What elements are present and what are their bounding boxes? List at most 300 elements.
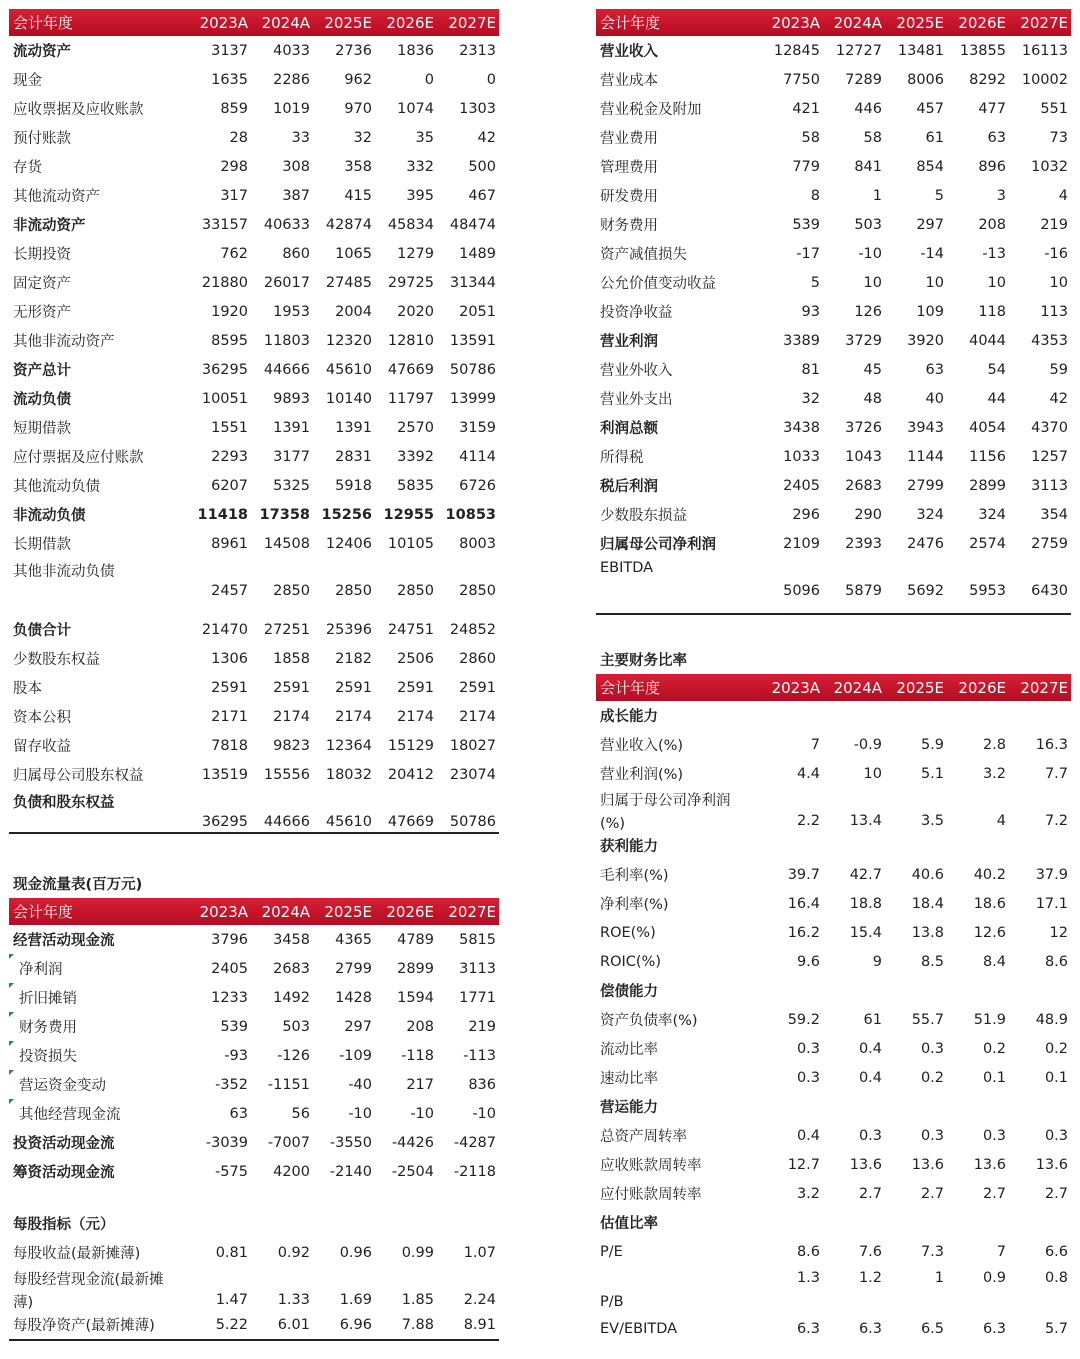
table-row	[9, 983, 499, 1012]
cell-value: 17.1	[1035, 895, 1068, 912]
cell-value: 12.7	[787, 1156, 820, 1173]
cell-value: 457	[916, 100, 944, 117]
cell-value: 1.47	[215, 1292, 248, 1308]
cell-value: 10105	[387, 535, 434, 552]
year-header: 2027E	[1020, 678, 1068, 697]
cell-value: 73	[1049, 129, 1068, 146]
cell-value: 48.9	[1035, 1011, 1068, 1028]
ratios-table	[596, 648, 1071, 1343]
cell-value: 1920	[211, 303, 248, 320]
cell-value: 2405	[783, 477, 820, 494]
cell-value: 8.5	[920, 953, 944, 970]
year-header: 2023A	[771, 678, 820, 697]
cell-value: 779	[792, 158, 820, 175]
table-row	[596, 1314, 1071, 1343]
row-label: 研发费用	[600, 189, 658, 205]
cell-value: 45610	[325, 814, 372, 830]
row-label: 营业外支出	[600, 392, 673, 408]
row-label: 获利能力	[600, 839, 658, 855]
cell-value: 23074	[449, 766, 496, 783]
cell-value: 2.7	[1044, 1185, 1068, 1202]
row-label: 毛利率(%)	[600, 868, 669, 884]
row-label: 负债和股东权益	[13, 795, 115, 811]
cell-value: 16.2	[787, 924, 820, 941]
cell-value: 2405	[211, 960, 248, 977]
table-row	[596, 1150, 1071, 1179]
cell-value: 8961	[211, 535, 248, 552]
cell-value: -40	[348, 1076, 372, 1093]
row-label: 管理费用	[600, 160, 658, 176]
cell-value: 6.6	[1044, 1243, 1068, 1260]
cell-value: 217	[406, 1076, 434, 1093]
cell-value: 6207	[211, 477, 248, 494]
cell-value: 17358	[259, 506, 310, 523]
cell-value: 5692	[907, 583, 944, 599]
cell-value: 1043	[845, 448, 882, 465]
cell-value: 36295	[201, 814, 248, 830]
header-label: 会计年度	[600, 679, 661, 697]
cell-value: 2.8	[982, 736, 1006, 753]
cell-value: 1.69	[339, 1292, 372, 1308]
cell-value: 55.7	[911, 1011, 944, 1028]
year-header: 2024A	[261, 902, 310, 921]
cell-value: 2109	[783, 535, 820, 552]
cell-value: 2736	[335, 42, 372, 59]
cell-value: 2850	[459, 583, 496, 599]
per-share-table	[9, 1212, 499, 1341]
cell-value: 118	[978, 303, 1006, 320]
cell-value: 21880	[201, 274, 248, 291]
row-label: ROIC(%)	[600, 953, 661, 970]
cell-value: 290	[854, 506, 882, 523]
row-label: 每股收益(最新摊薄)	[13, 1246, 141, 1262]
cell-value: -10	[410, 1105, 434, 1122]
cell-value: 13999	[449, 390, 496, 407]
row-label: 投资损失	[19, 1049, 77, 1065]
cell-value: 503	[854, 216, 882, 233]
cell-value: -10	[472, 1105, 496, 1122]
table-header	[9, 9, 499, 36]
cell-value: 2799	[335, 960, 372, 977]
cell-value: 20412	[387, 766, 434, 783]
cell-value: 5.9	[920, 736, 944, 753]
cell-value: 2591	[397, 679, 434, 696]
cell-value: 0.3	[982, 1127, 1006, 1144]
cell-value: 219	[1040, 216, 1068, 233]
year-header: 2024A	[833, 13, 882, 32]
table-row	[596, 355, 1071, 384]
cell-value: 0.4	[858, 1040, 882, 1057]
cell-value: 3137	[211, 42, 248, 59]
cell-value: 4370	[1031, 419, 1068, 436]
cell-value: 762	[220, 245, 248, 262]
table-row	[9, 413, 499, 442]
cell-value: 11797	[387, 390, 434, 407]
row-label: 留存收益	[13, 739, 71, 755]
cell-value: 113	[1040, 303, 1068, 320]
table-row	[9, 644, 499, 673]
year-header: 2027E	[1020, 13, 1068, 32]
year-header: 2026E	[958, 678, 1006, 697]
cell-value: 9	[872, 953, 882, 970]
cell-value: 3.5	[920, 813, 944, 829]
section-row	[9, 925, 499, 954]
table-row	[9, 1099, 499, 1128]
cell-value: 63	[925, 361, 944, 378]
cell-value: 59.2	[787, 1011, 820, 1028]
row-label: 其他非流动负债	[13, 564, 115, 580]
cell-value: 4	[1058, 187, 1068, 204]
cell-value: 12364	[325, 737, 372, 754]
cell-value: 25396	[325, 621, 372, 638]
section-row	[9, 500, 499, 529]
cell-value: 4033	[273, 42, 310, 59]
cell-value: 1428	[335, 989, 372, 1006]
row-label: 短期借款	[13, 421, 71, 437]
cell-value: 0.2	[982, 1040, 1006, 1057]
cell-value: 13591	[449, 332, 496, 349]
cell-value: 9893	[273, 390, 310, 407]
cell-value: 7.2	[1044, 813, 1068, 829]
cell-value: 10	[863, 274, 882, 291]
table-row	[596, 210, 1071, 239]
cell-value: 2174	[273, 708, 310, 725]
cell-value: 10853	[445, 506, 496, 523]
row-label: 营业收入	[600, 44, 658, 60]
section-row	[596, 413, 1071, 442]
section-row	[596, 36, 1071, 65]
section-title: 主要财务比率	[600, 653, 687, 669]
cell-value: 1492	[273, 989, 310, 1006]
table-row	[9, 1267, 499, 1310]
cell-value: 3113	[1031, 477, 1068, 494]
cell-value: 54	[987, 361, 1006, 378]
cell-value: 40633	[263, 216, 310, 233]
cell-value: 1	[872, 187, 882, 204]
cell-value: 1033	[783, 448, 820, 465]
table-row	[596, 94, 1071, 123]
cell-value: 47669	[387, 814, 434, 830]
row-label: 少数股东权益	[13, 652, 100, 668]
row-label: 公允价值变动收益	[600, 276, 716, 292]
row-label: 长期投资	[13, 247, 71, 263]
cell-value: 3920	[907, 332, 944, 349]
cell-value: 2850	[335, 583, 372, 599]
cell-value: -109	[339, 1047, 372, 1064]
cell-value: 0.99	[401, 1244, 434, 1261]
cell-value: 6430	[1031, 583, 1068, 599]
cell-value: 297	[916, 216, 944, 233]
table-row	[9, 123, 499, 152]
row-label: 净利润	[19, 962, 63, 978]
cell-value: 2313	[459, 42, 496, 59]
cell-value: 27251	[263, 621, 310, 638]
cell-value: 13.6	[1035, 1156, 1068, 1173]
header-label: 会计年度	[600, 14, 661, 32]
table-row	[9, 326, 499, 355]
cell-value: 47669	[387, 361, 434, 378]
cell-value: 0.3	[1044, 1127, 1068, 1144]
cell-value: 32	[801, 390, 820, 407]
cell-value: 1.2	[858, 1270, 882, 1286]
table-row	[596, 730, 1071, 759]
cell-value: 44666	[263, 361, 310, 378]
cell-value: 0.81	[215, 1244, 248, 1261]
row-label: 成长能力	[600, 709, 658, 725]
cell-value: 10	[925, 274, 944, 291]
cell-value: 9.6	[796, 953, 820, 970]
year-header: 2025E	[896, 13, 944, 32]
cell-value: 7818	[211, 737, 248, 754]
cell-value: 8003	[459, 535, 496, 552]
section-row	[9, 1128, 499, 1157]
table-row	[9, 65, 499, 94]
cell-value: 126	[854, 303, 882, 320]
table-header	[596, 674, 1071, 701]
cell-value: 33	[291, 129, 310, 146]
cell-value: 48474	[449, 216, 496, 233]
cell-value: 63	[987, 129, 1006, 146]
cell-value: 2.7	[920, 1185, 944, 1202]
section-row	[9, 789, 499, 832]
row-label: 非流动负债	[13, 508, 86, 524]
cell-value: 1074	[397, 100, 434, 117]
cell-value: 7.3	[920, 1243, 944, 1260]
cell-value: 4044	[969, 332, 1006, 349]
cell-value: 332	[406, 158, 434, 175]
cell-value: 18032	[325, 766, 372, 783]
cell-value: 6.3	[858, 1320, 882, 1337]
cell-value: 500	[468, 158, 496, 175]
section-row	[9, 384, 499, 413]
cell-value: 7289	[845, 71, 882, 88]
cell-value: -575	[215, 1163, 248, 1180]
row-label: 应收票据及应收账款	[13, 102, 144, 118]
cell-value: 467	[468, 187, 496, 204]
row-label: 速动比率	[600, 1071, 658, 1087]
table-row	[596, 65, 1071, 94]
table-row	[9, 152, 499, 181]
row-label: P/B	[600, 1294, 624, 1310]
table-row	[9, 760, 499, 789]
cell-value: 1489	[459, 245, 496, 262]
cell-value: 15129	[387, 737, 434, 754]
cell-value: 56	[291, 1105, 310, 1122]
cell-value: 8.6	[1044, 953, 1068, 970]
row-label: 财务费用	[600, 218, 658, 234]
cell-value: 2020	[397, 303, 434, 320]
cashflow-table	[9, 872, 499, 1186]
cell-value: 5835	[397, 477, 434, 494]
cell-value: 3389	[783, 332, 820, 349]
cell-value: 6.3	[982, 1320, 1006, 1337]
cell-value: 0.96	[339, 1244, 372, 1261]
row-label: 应付账款周转率	[600, 1187, 702, 1203]
cell-value: 1953	[273, 303, 310, 320]
cell-value: 1306	[211, 650, 248, 667]
cell-value: 2286	[273, 71, 310, 88]
cell-value: 12406	[325, 535, 372, 552]
cell-value: 109	[916, 303, 944, 320]
cell-value: 854	[916, 158, 944, 175]
cell-value: 1635	[211, 71, 248, 88]
cell-value: 15556	[263, 766, 310, 783]
cell-value: 13855	[959, 42, 1006, 59]
section-row	[596, 976, 1071, 1005]
cell-value: 10	[987, 274, 1006, 291]
row-label: 偿债能力	[600, 984, 658, 1000]
cell-value: 32	[353, 129, 372, 146]
cell-value: 12.6	[973, 924, 1006, 941]
row-label: 长期借款	[13, 537, 71, 553]
table-row	[596, 181, 1071, 210]
cell-value: 0.3	[796, 1040, 820, 1057]
cell-value: 354	[1040, 506, 1068, 523]
cell-value: 2506	[397, 650, 434, 667]
cell-value: 5879	[845, 583, 882, 599]
row-label: 利润总额	[600, 421, 658, 437]
cell-value: 37.9	[1035, 866, 1068, 883]
row-label: EBITDA	[600, 560, 654, 576]
section-row	[596, 1208, 1071, 1237]
cell-value: 13481	[897, 42, 944, 59]
cell-value: 3177	[273, 448, 310, 465]
cell-value: -2140	[329, 1163, 372, 1180]
cell-value: 3.2	[796, 1185, 820, 1202]
row-label: 营业成本	[600, 73, 658, 89]
table-row	[596, 1237, 1071, 1266]
table-row	[9, 268, 499, 297]
row-label: 固定资产	[13, 276, 71, 292]
cell-value: 5918	[335, 477, 372, 494]
row-label: 营业利润(%)	[600, 767, 684, 783]
table-row	[596, 500, 1071, 529]
cell-value: 40	[925, 390, 944, 407]
row-label: 现金	[13, 73, 42, 89]
cell-value: 11418	[197, 506, 248, 523]
table-row	[9, 558, 499, 601]
cell-value: 5953	[969, 583, 1006, 599]
cell-value: 8006	[907, 71, 944, 88]
table-row	[9, 1238, 499, 1267]
cell-value: -13	[982, 245, 1006, 262]
year-header: 2026E	[386, 13, 434, 32]
cell-value: -4426	[391, 1134, 434, 1151]
cell-value: -113	[463, 1047, 496, 1064]
cell-value: 6726	[459, 477, 496, 494]
cell-value: 6.96	[339, 1316, 372, 1333]
cell-value: 836	[468, 1076, 496, 1093]
row-label: 资产总计	[13, 363, 71, 379]
cell-value: 2174	[459, 708, 496, 725]
table-row	[596, 1121, 1071, 1150]
cell-value: 2476	[907, 535, 944, 552]
cell-value: 324	[916, 506, 944, 523]
cell-value: 7	[810, 736, 820, 753]
table-body	[9, 1238, 499, 1339]
cell-value: 2683	[845, 477, 882, 494]
cell-value: 841	[854, 158, 882, 175]
cell-value: 10140	[325, 390, 372, 407]
cell-value: 0.2	[1044, 1040, 1068, 1057]
row-label: 营业利润	[600, 334, 658, 350]
section-row	[596, 471, 1071, 500]
cell-value: 2850	[273, 583, 310, 599]
section-row	[596, 326, 1071, 355]
cell-value: 2899	[969, 477, 1006, 494]
cell-value: 1303	[459, 100, 496, 117]
cell-value: 3943	[907, 419, 944, 436]
cell-value: 2899	[397, 960, 434, 977]
cell-value: 7.6	[858, 1243, 882, 1260]
cell-value: 58	[863, 129, 882, 146]
section-row	[596, 1092, 1071, 1121]
cell-value: 970	[344, 100, 372, 117]
cell-value: 4054	[969, 419, 1006, 436]
cell-value: 42	[1049, 390, 1068, 407]
cell-value: 15256	[321, 506, 372, 523]
cell-value: 2174	[397, 708, 434, 725]
cell-value: 3438	[783, 419, 820, 436]
cell-value: 2574	[969, 535, 1006, 552]
cell-value: 1279	[397, 245, 434, 262]
cell-value: 21470	[201, 621, 248, 638]
cell-value: 317	[220, 187, 248, 204]
cell-value: 10	[1049, 274, 1068, 291]
row-label: 资产负债率(%)	[600, 1013, 698, 1029]
row-label: P/E	[600, 1243, 623, 1260]
row-label: 其他经营现金流	[19, 1107, 121, 1123]
cell-value: 896	[978, 158, 1006, 175]
cell-value: 3	[996, 187, 1006, 204]
table-row	[9, 239, 499, 268]
year-header: 2025E	[324, 902, 372, 921]
row-label: 所得税	[600, 450, 644, 466]
cell-value: -14	[920, 245, 944, 262]
cell-value: 8.6	[796, 1243, 820, 1260]
cell-value: 24751	[387, 621, 434, 638]
cell-value: 58	[801, 129, 820, 146]
cell-value: 27485	[325, 274, 372, 291]
cell-value: 11803	[263, 332, 310, 349]
cell-value: -4287	[453, 1134, 496, 1151]
cell-value: 3796	[211, 931, 248, 948]
cell-value: 358	[344, 158, 372, 175]
cell-value: -3039	[205, 1134, 248, 1151]
cell-value: 3113	[459, 960, 496, 977]
row-label: 筹资活动现金流	[13, 1165, 115, 1181]
cell-value: 5.22	[215, 1316, 248, 1333]
cell-value: 81	[801, 361, 820, 378]
table-row	[596, 1063, 1071, 1092]
row-label: 资本公积	[13, 710, 71, 726]
table-row	[596, 297, 1071, 326]
year-header: 2025E	[324, 13, 372, 32]
cell-value: -126	[277, 1047, 310, 1064]
cell-value: 26017	[263, 274, 310, 291]
table-body	[596, 701, 1071, 1343]
cell-value: 1257	[1031, 448, 1068, 465]
table-row	[9, 297, 499, 326]
cell-value: 1032	[1031, 158, 1068, 175]
table-row	[9, 181, 499, 210]
row-label: 非流动资产	[13, 218, 86, 234]
cell-value: 1065	[335, 245, 372, 262]
cell-value: 5	[934, 187, 944, 204]
row-label: 归属于母公司净利润(%)	[600, 793, 731, 832]
cell-value: 4114	[459, 448, 496, 465]
cell-value: 1771	[459, 989, 496, 1006]
